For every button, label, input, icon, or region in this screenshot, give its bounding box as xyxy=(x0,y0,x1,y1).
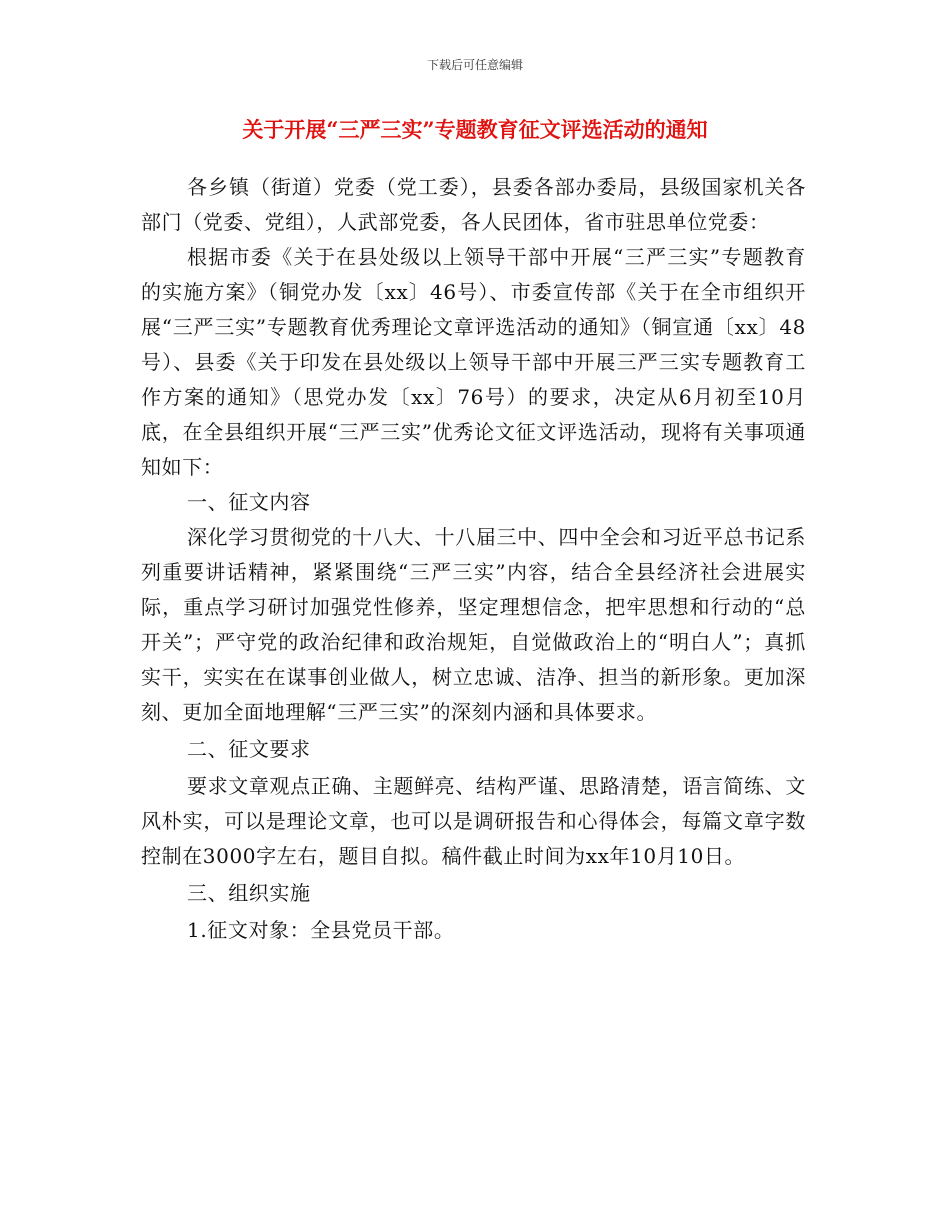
paragraph-content: 深化学习贯彻党的十八大、十八届三中、四中全会和习近平总书记系列重要讲话精神，紧紧围绕“三严三实”内容，结合全县经济社会进展实际，重点学习研讨加强党性修养，坚定理想信念，把牢思想和行动的“总开关”；严守党的政治纪律和政治规矩，自觉做政治上的“明白人”；真抓实干，实实在在谋事创业做人，树立忠诚、洁净、担当的新形象。更加深刻、更加全面地理解“三严三实”的深刻内涵和具体要求。 xyxy=(141,525,806,724)
document-body xyxy=(141,170,806,948)
section-heading-organization: 三、组织实施 xyxy=(187,881,311,905)
section-heading-content: 一、征文内容 xyxy=(187,490,311,514)
section-heading-requirements: 二、征文要求 xyxy=(187,737,311,761)
paragraph-requirements: 要求文章观点正确、主题鲜亮、结构严谨、思路清楚，语言简练、文风朴实，可以是理论文章，也可以是调研报告和心得体会，每篇文章字数控制在3000字左右，题目自拟。稿件截止时间为xx年10月10日。 xyxy=(141,774,806,868)
document-title: 关于开展“三严三实”专题教育征文评选活动的通知 xyxy=(242,117,708,142)
paragraph-participants: 1.征文对象：全县党员干部。 xyxy=(187,918,455,942)
header-note: 下载后可任意编辑 xyxy=(426,58,523,72)
paragraph-intro: 根据市委《关于在县处级以上领导干部中开展“三严三实”专题教育的实施方案》（铜党办发〔xx〕46号）、市委宣传部《关于在全市组织开展“三严三实”专题教育优秀理论文章评选活动的通知》（铜宣通〔xx〕48号）、县委《关于印发在县处级以上领导干部中开展三严三实专题教育工作方案的通知》（思党办发〔xx〕76号）的要求，决定从6月初至10月底，在全县组织开展“三严三实”优秀论文征文评选活动，现将有关事项通知如下： xyxy=(141,245,806,479)
paragraph-salutation: 各乡镇（街道）党委（党工委），县委各部办委局，县级国家机关各部门（党委、党组），人武部党委，各人民团体，省市驻思单位党委： xyxy=(141,175,806,234)
